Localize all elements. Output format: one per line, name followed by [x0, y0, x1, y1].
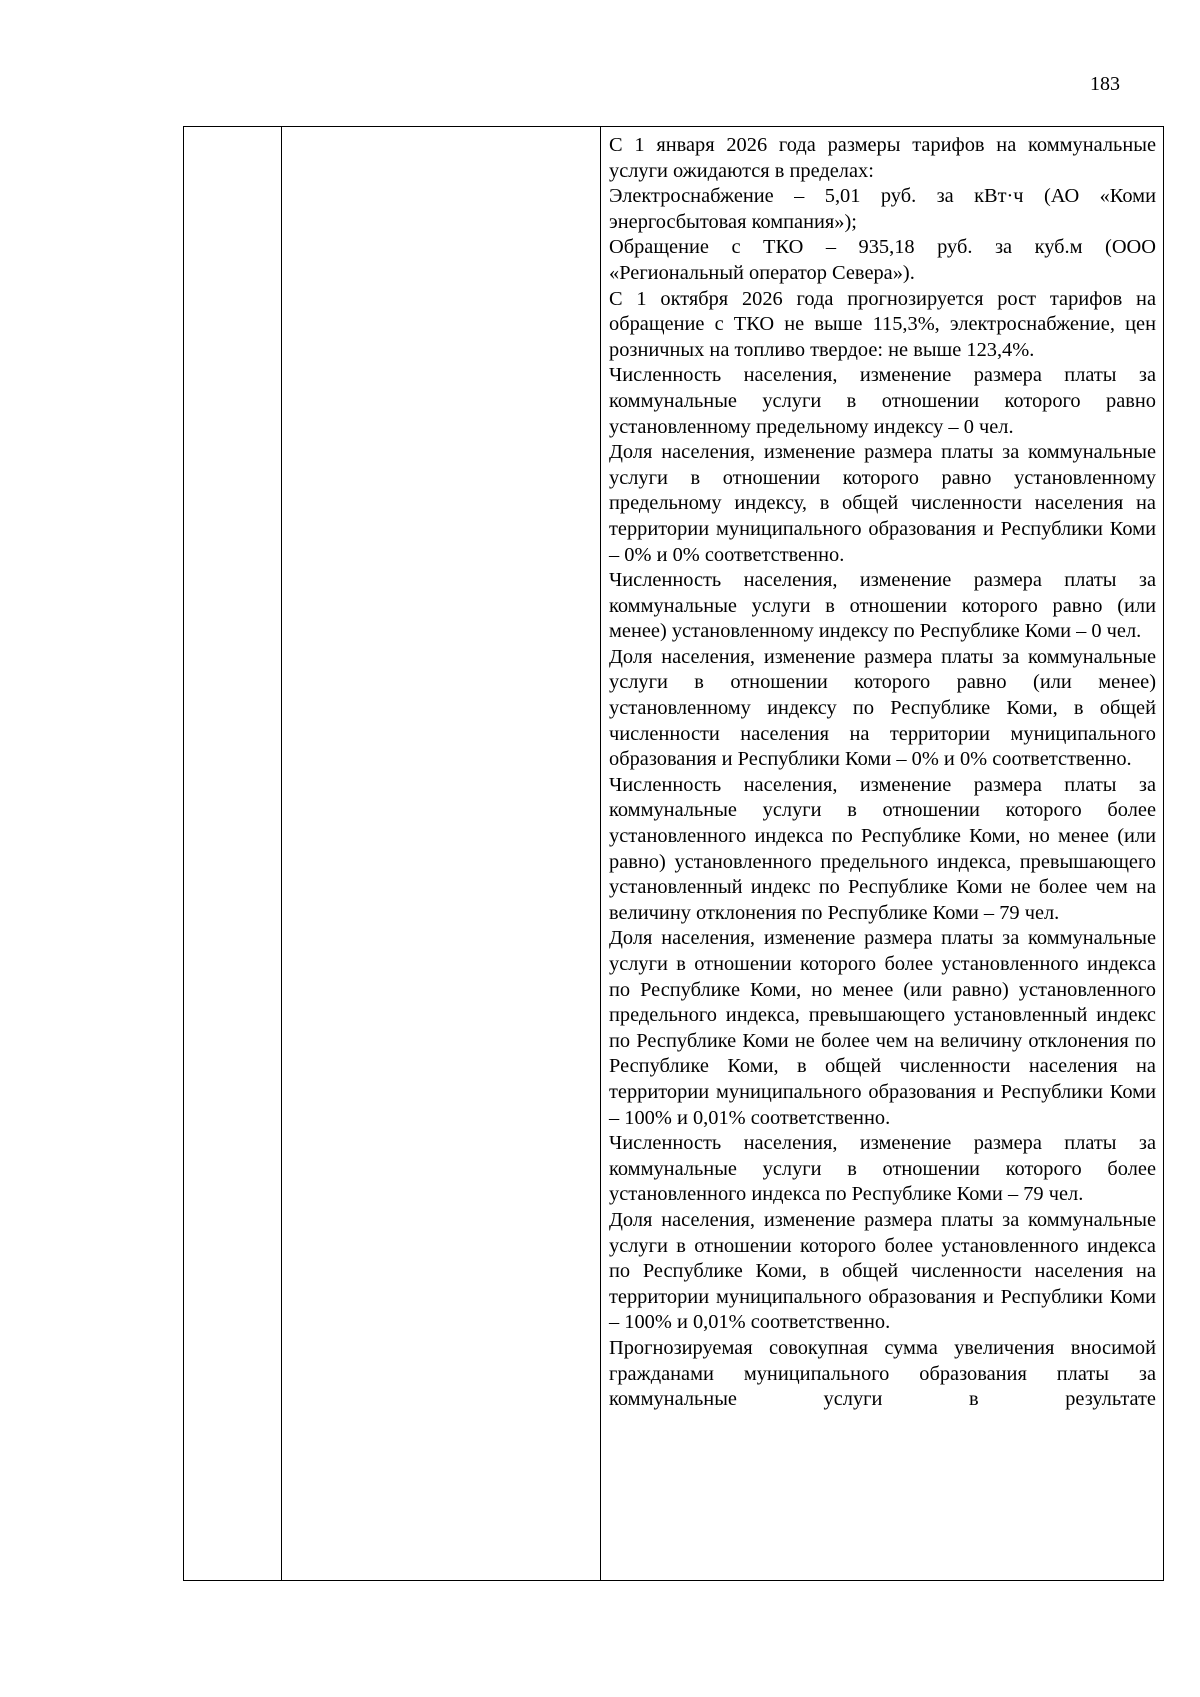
paragraph-tariff-intro: С 1 января 2026 года размеры тарифов на коммунальные услуги ожидаются в пределах: — [609, 134, 1156, 182]
paragraph-population-equal-index: Численность населения, изменение размера платы за коммунальные услуги в отношении которого равно (или менее) установленному индексу по Республике Коми – 0 чел. — [609, 569, 1156, 643]
table-cell-col-1 — [184, 127, 282, 1581]
page-number: 183 — [1090, 73, 1120, 95]
paragraph-waste-tariff: Обращение с ТКО – 935,18 руб. за куб.м (ООО «Региональный оператор Севера»). — [609, 236, 1156, 284]
paragraph-share-equal-limit: Доля населения, изменение размера платы за коммунальные услуги в отношении которого равно установленному предельному индексу, в общей численности населения на территории муниципального образования и Республики Коми – 0% и 0% соответственно. — [609, 441, 1156, 566]
paragraph-population-equal-limit: Численность населения, изменение размера платы за коммунальные услуги в отношении которого равно установленному предельному индексу – 0 чел. — [609, 364, 1156, 438]
paragraph-population-above-index-within-limit: Численность населения, изменение размера платы за коммунальные услуги в отношении которого более установленного индекса по Республике Коми, но менее (или равно) установленного предельного индекса, превышающего установленный индекс по Республике Коми не более чем на величину отклонения по Республике Коми – 79 чел. — [609, 773, 1156, 924]
table-cell-col-2 — [282, 127, 601, 1581]
table-cell-col-3 — [601, 127, 1164, 1581]
document-table — [183, 126, 1164, 1581]
paragraph-share-above-index-within-limit: Доля населения, изменение размера платы за коммунальные услуги в отношении которого более установленного индекса по Республике Коми, но менее (или равно) установленного предельного индекса, превышающего установленный индекс по Республике Коми не более чем на величину отклонения по Республике Коми, в общей численности населения на территории муниципального образования и Республики Коми – 100% и 0,01% соответственно. — [609, 927, 1156, 1129]
paragraph-share-above-index: Доля населения, изменение размера платы за коммунальные услуги в отношении которого более установленного индекса по Республике Коми, в общей численности населения на территории муниципального образования и Республики Коми – 100% и 0,01% соответственно. — [609, 1208, 1156, 1334]
table-row — [184, 127, 1164, 1581]
paragraph-electricity-tariff: Электроснабжение – 5,01 руб. за кВт·ч (АО «Коми энергосбытовая компания»); — [609, 185, 1156, 233]
paragraph-share-equal-index: Доля населения, изменение размера платы за коммунальные услуги в отношении которого равно (или менее) установленному индексу по Республике Коми, в общей численности населения на территории муниципального образования и Республики Коми – 0% и 0% соответственно. — [609, 645, 1156, 771]
paragraph-population-above-index: Численность населения, изменение размера платы за коммунальные услуги в отношении которого более установленного индекса по Республике Коми – 79 чел. — [609, 1132, 1156, 1206]
paragraph-forecast-total-increase: Прогнозируемая совокупная сумма увеличения вносимой гражданами муниципального образования платы за коммунальные услуги в результате — [609, 1336, 1156, 1411]
paragraph-october-growth: С 1 октября 2026 года прогнозируется рост тарифов на обращение с ТКО не выше 115,3%, электроснабжение, цен розничных на топливо твердое: не выше 123,4%. — [609, 287, 1156, 361]
